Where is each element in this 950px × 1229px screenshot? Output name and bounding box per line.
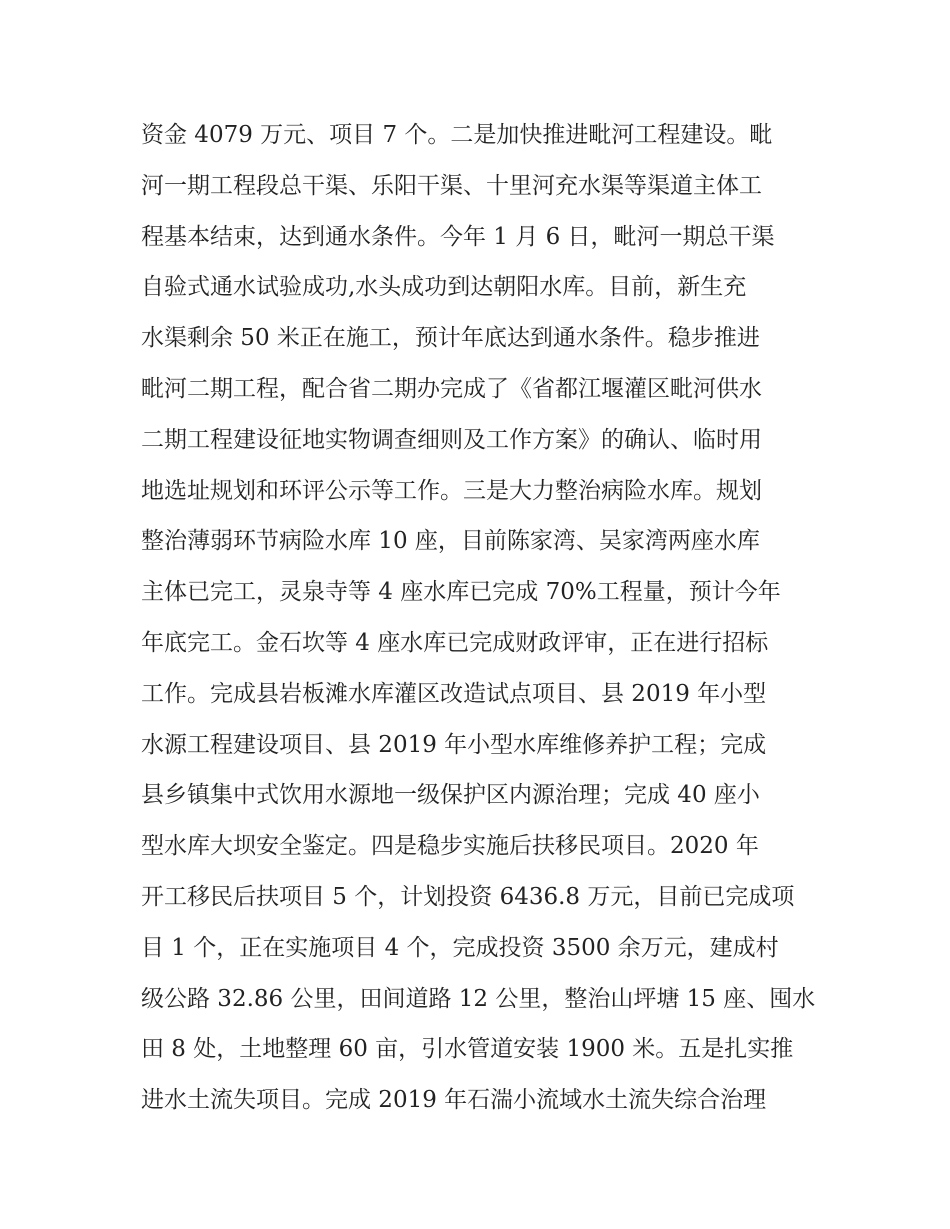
text-line: 开工移民后扶项目 5 个，计划投资 6436.8 万元，目前已完成项 [141,883,795,910]
text-line: 自验式通水试验成功,水头成功到达朝阳水库。目前，新生充 [141,274,747,301]
text-line: 级公路 32.86 公里，田间道路 12 公里，整治山坪塘 15 座、囤水 [141,985,816,1012]
text-line: 地选址规划和环评公示等工作。三是大力整治病险水库。规划 [141,477,762,504]
text-line: 河一期工程段总干渠、乐阳干渠、十里河充水渠等渠道主体工 [141,172,762,199]
text-line: 型水库大坝安全鉴定。四是稳步实施后扶移民项目。2020 年 [141,833,759,860]
text-line: 田 8 处，土地整理 60 亩，引水管道安装 1900 米。五是扎实推 [141,1036,794,1063]
text-line: 进水土流失项目。完成 2019 年石湍小流域水土流失综合治理 [141,1087,767,1114]
body-text [141,110,821,1126]
text-line: 整治薄弱环节病险水库 10 座，目前陈家湾、吴家湾两座水库 [141,528,760,555]
text-line: 年底完工。金石坎等 4 座水库已完成财政评审，正在进行招标 [141,629,769,656]
text-line: 资金 4079 万元、项目 7 个。二是加快推进毗河工程建设。毗 [141,122,773,148]
text-line: 程基本结束，达到通水条件。今年 1 月 6 日，毗河一期总干渠 [141,223,775,250]
text-line: 水渠剩余 50 米正在施工，预计年底达到通水条件。稳步推进 [141,325,760,352]
text-line: 主体已完工，灵泉寺等 4 座水库已完成 70%工程量，预计今年 [141,579,781,606]
text-line: 水源工程建设项目、县 2019 年小型水库维修养护工程；完成 [141,731,767,758]
text-line: 县乡镇集中式饮用水源地一级保护区内源治理；完成 40 座小 [141,782,760,809]
text-line: 二期工程建设征地实物调查细则及工作方案》的确认、临时用 [141,426,762,453]
text-line: 目 1 个，正在实施项目 4 个，完成投资 3500 余万元，建成村 [141,934,779,961]
text-line: 毗河二期工程，配合省二期办完成了《省都江堰灌区毗河供水 [141,375,762,402]
text-line: 工作。完成县岩板滩水库灌区改造试点项目、县 2019 年小型 [141,680,767,707]
